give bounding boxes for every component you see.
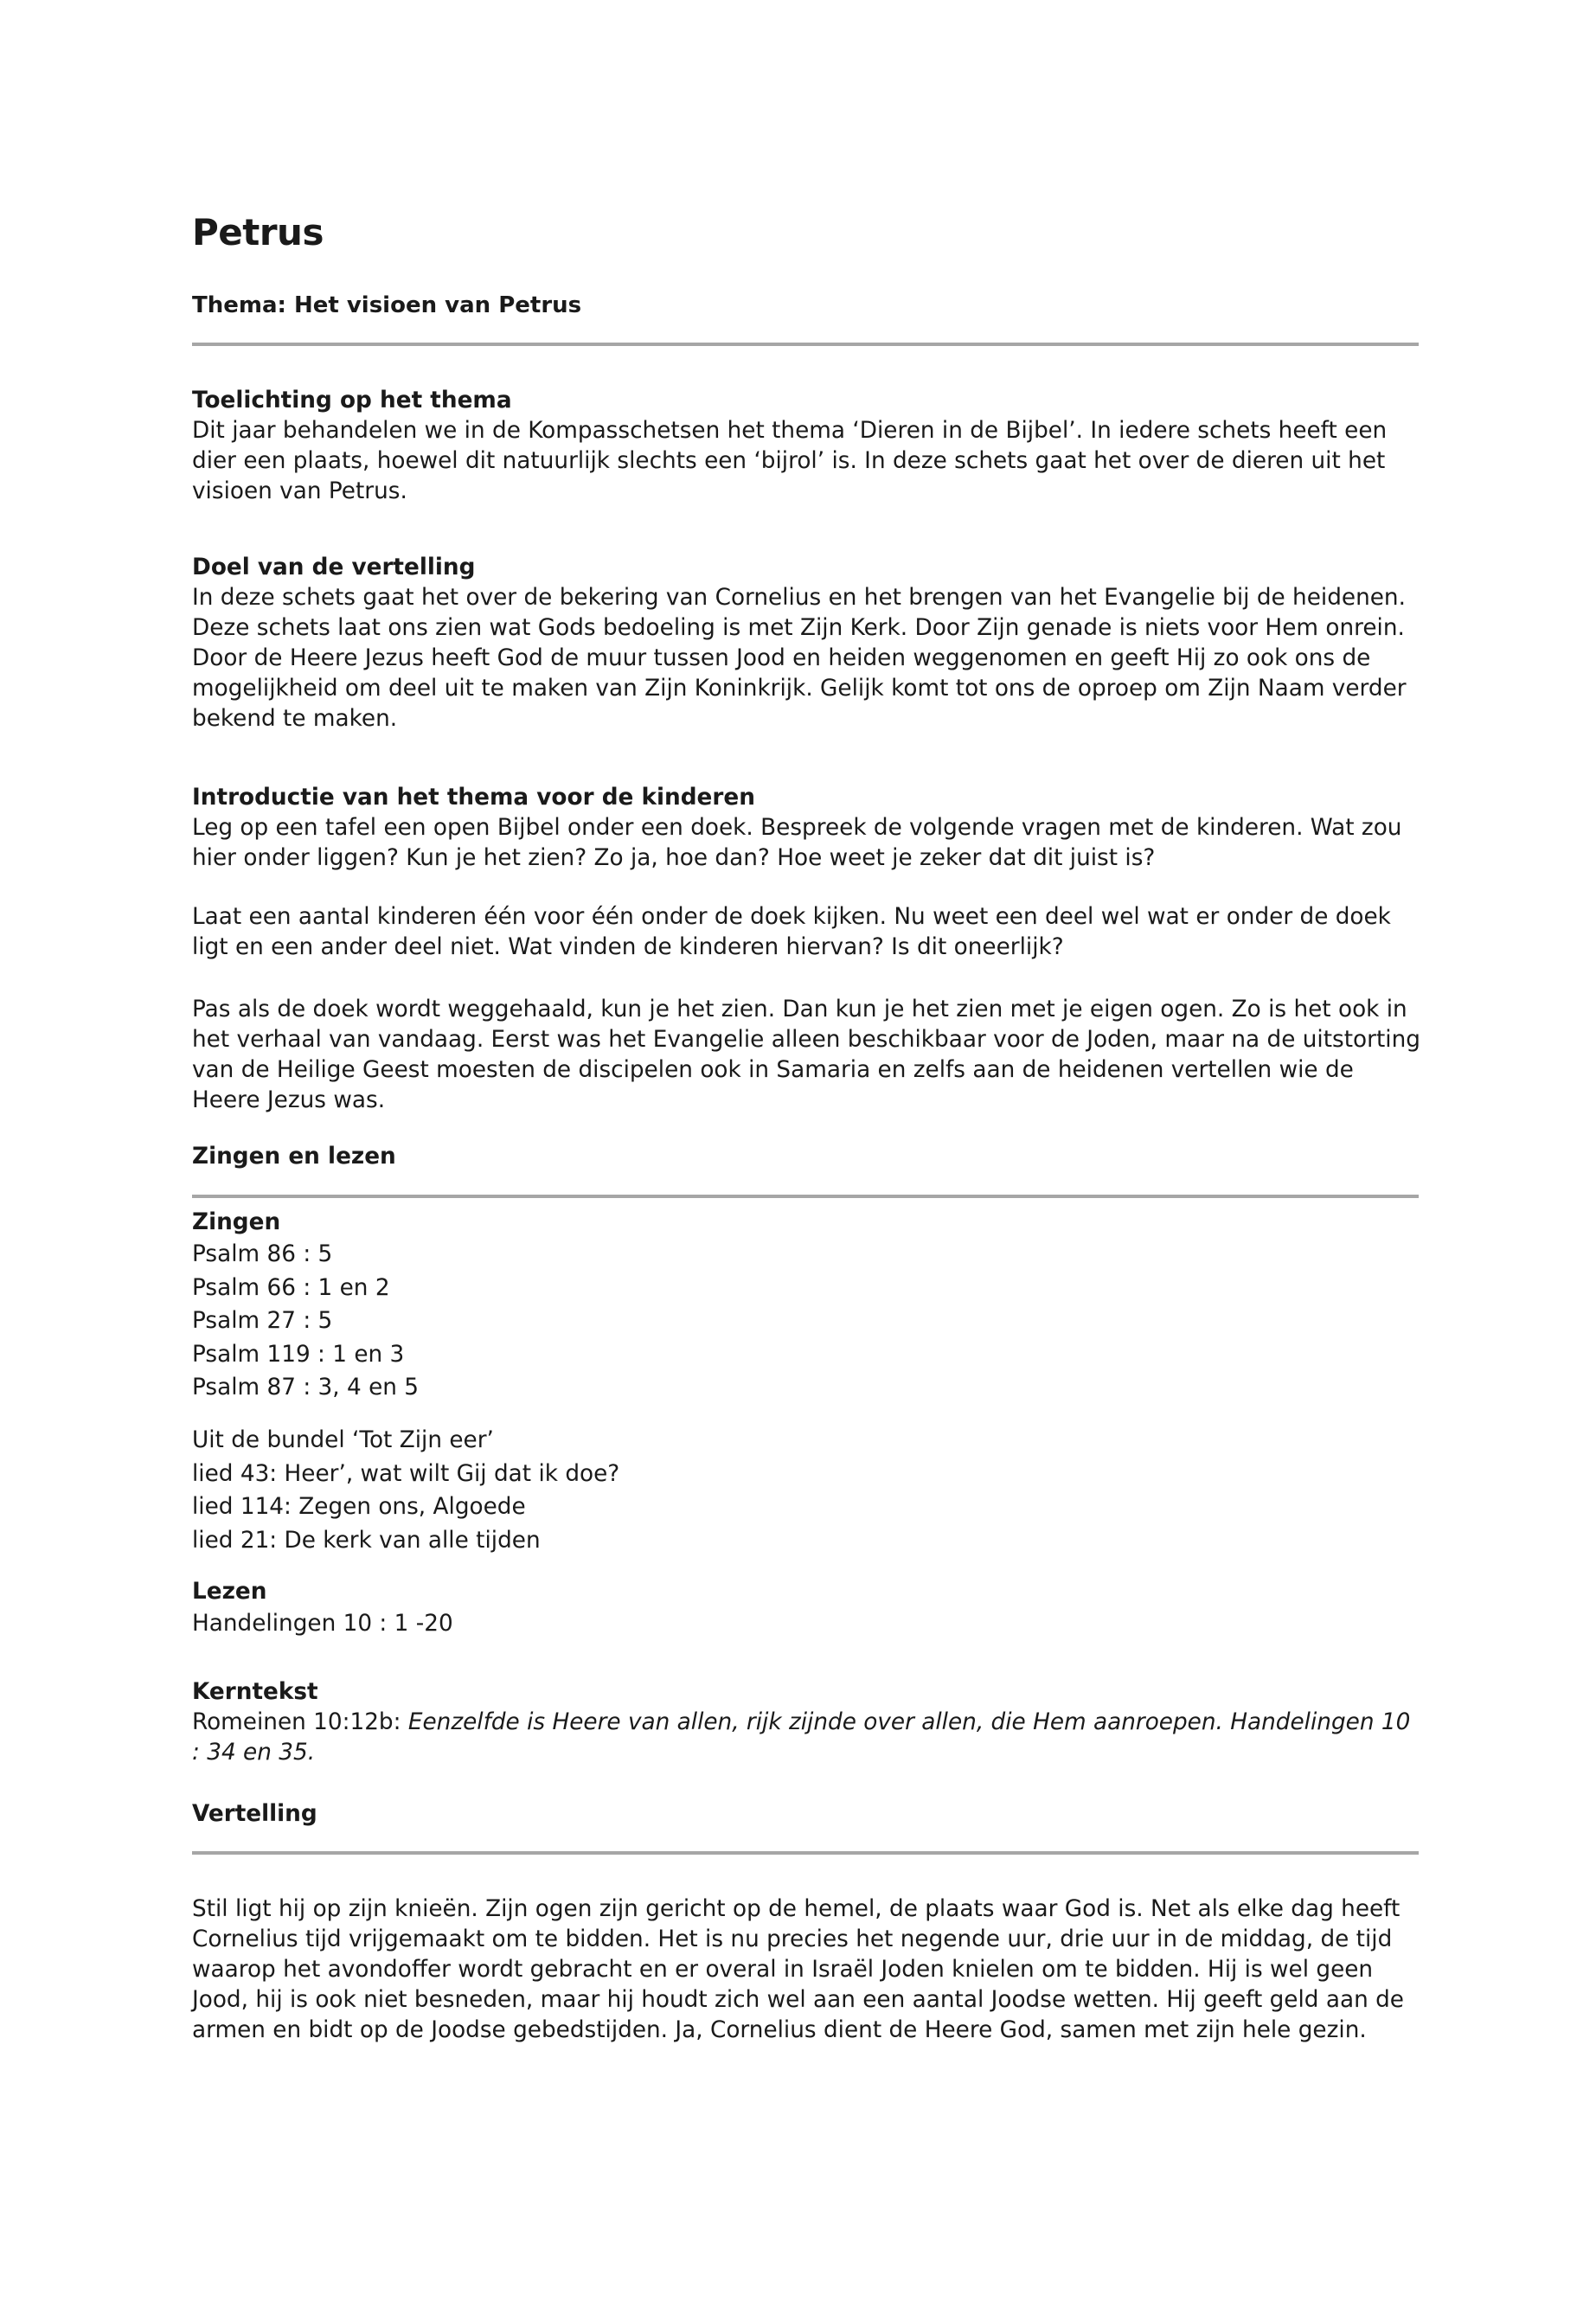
divider	[192, 1195, 1419, 1198]
song-list	[192, 1458, 1420, 1558]
kerntekst-quote: Eenzelfde is Heere van allen, rijk zijnde over allen, die Hem aanroepen. Handelingen 10 : 34 en 35.	[192, 1709, 1411, 1766]
paragraph: Leg op een tafel een open Bijbel onder een doek. Bespreek de volgende vragen met de kinderen. Wat zou hier onder liggen? Kun je het zien? Zo ja, hoe dan? Hoe weet je zeker dat dit juist is?	[192, 815, 1402, 871]
list-item: lied 114: Zegen ons, Algoede	[192, 1494, 526, 1520]
theme-heading: Thema: Het visioen van Petrus	[192, 292, 582, 318]
section-vertelling	[192, 1894, 1420, 2046]
list-item: Psalm 86 : 5	[192, 1241, 333, 1267]
kerntekst-text	[192, 1708, 1420, 1768]
bundle-intro: Uit de bundel ‘Tot Zijn eer’	[192, 1427, 494, 1453]
kerntekst-heading: Kerntekst	[192, 1679, 318, 1705]
document-title: Petrus	[192, 211, 324, 253]
section-kerntekst	[192, 1677, 1420, 1768]
section-heading: Doel van de vertelling	[192, 554, 476, 580]
list-item: Psalm 66 : 1 en 2	[192, 1274, 390, 1301]
divider	[192, 1851, 1419, 1855]
lezen-text: Handelingen 10 : 1 -20	[192, 1611, 453, 1637]
section-introductie-p2	[192, 902, 1420, 963]
divider	[192, 343, 1419, 346]
vertelling-text: Stil ligt hij op zijn knieën. Zijn ogen zijn gericht op de hemel, de plaats waar God is. Net als elke dag heeft Cornelius tijd vrijgemaakt om te bidden. Het is nu precies het negende uur, drie uur in de middag, de tijd waarop het avondoffer wordt gebracht en er overal in Israël Joden knielen om te bidden. Hij is wel geen Jood, hij is ook niet besneden, maar hij houdt zich wel aan een aantal Joodse wetten. Hij geeft geld aan de armen en bidt op de Joodse gebedstijden. Ja, Cornelius dient de Heere God, samen met zijn hele gezin.	[192, 1896, 1404, 2043]
section-toelichting	[192, 386, 1420, 507]
section-introductie-p3	[192, 995, 1420, 1116]
section-bundel	[192, 1424, 1420, 1557]
lezen-heading: Lezen	[192, 1579, 267, 1605]
list-item: lied 21: De kerk van alle tijden	[192, 1527, 541, 1554]
section-zingen	[192, 1208, 1420, 1405]
list-item: Psalm 27 : 5	[192, 1308, 333, 1334]
section-heading: Toelichting op het thema	[192, 388, 512, 413]
psalm-list	[192, 1238, 1420, 1405]
vertelling-heading: Vertelling	[192, 1801, 317, 1827]
section-text: Dit jaar behandelen we in de Kompasschetsen het thema ‘Dieren in de Bijbel’. In iedere schets heeft een dier een plaats, hoewel dit natuurlijk slechts een ‘bijrol’ is. In deze schets gaat het over de dieren uit het visioen van Petrus.	[192, 418, 1388, 504]
section-lezen	[192, 1577, 1420, 1641]
section-text: In deze schets gaat het over de bekering van Cornelius en het brengen van het Evangelie bij de heidenen. Deze schets laat ons zien wat Gods bedoeling is met Zijn Kerk. Door Zijn genade is niets voor Hem onrein. Door de Heere Jezus heeft God de muur tussen Jood en heiden weggenomen en geeft Hij zo ook ons de mogelijkheid om deel uit te maken van Zijn Koninkrijk. Gelijk komt tot ons de oproep om Zijn Naam verder bekend te maken.	[192, 585, 1407, 732]
section-doel	[192, 553, 1420, 734]
zingen-en-lezen-heading: Zingen en lezen	[192, 1144, 396, 1170]
list-item: lied 43: Heer’, wat wilt Gij dat ik doe?	[192, 1460, 620, 1487]
paragraph: Pas als de doek wordt weggehaald, kun je het zien. Dan kun je het zien met je eigen ogen. Zo is het ook in het verhaal van vandaag. Eerst was het Evangelie alleen beschikbaar voor de Joden, maar na de uitstorting van de Heilige Geest moesten de discipelen ook in Samaria en zelfs aan de heidenen vertellen wie de Heere Jezus was.	[192, 997, 1420, 1113]
section-heading: Introductie van het thema voor de kinderen	[192, 785, 755, 811]
section-introductie	[192, 783, 1420, 874]
zingen-heading: Zingen	[192, 1209, 281, 1235]
list-item: Psalm 119 : 1 en 3	[192, 1341, 405, 1368]
kerntekst-reference: Romeinen 10:12b:	[192, 1709, 408, 1735]
paragraph: Laat een aantal kinderen één voor één onder de doek kijken. Nu weet een deel wel wat er onder de doek ligt en een ander deel niet. Wat vinden de kinderen hiervan? Is dit oneerlijk?	[192, 904, 1391, 960]
list-item: Psalm 87 : 3, 4 en 5	[192, 1375, 420, 1400]
